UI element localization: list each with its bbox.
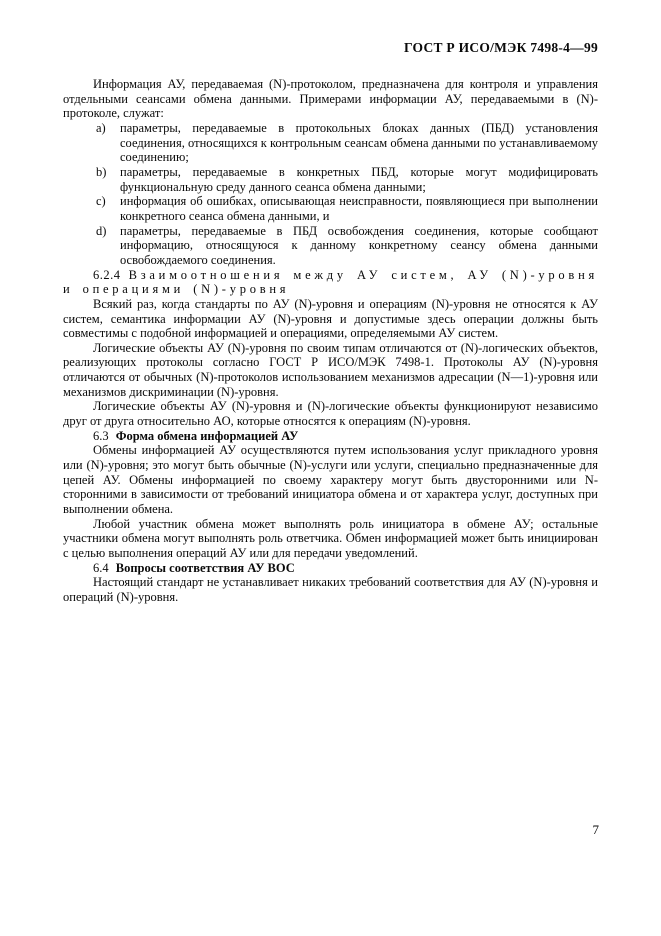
list-item-text: параметры, передаваемые в конкретных ПБД, которые могут модифицировать функциональную среду данного сеанса обмена данными; (120, 164, 598, 194)
heading-6-2-4 (63, 268, 598, 297)
heading-title: Взаимоотношения между АУ систем, АУ (N)-уровня и операциями (N)-уровня (63, 267, 599, 297)
heading-title: Вопросы соответствия АУ ВОС (115, 560, 295, 575)
list-item-label: b) (96, 164, 107, 179)
list-item-label: a) (96, 120, 106, 135)
page-number: 7 (592, 822, 599, 837)
lettered-list (63, 121, 598, 268)
heading-6-3 (63, 429, 598, 444)
list-item-text: информация об ошибках, описывающая неисправности, появляющиеся при выполнении конкретного сеанса обмена данными, и (120, 194, 598, 223)
document-body (63, 77, 598, 605)
list-item (63, 224, 598, 268)
paragraph: Настоящий стандарт не устанавливает никаких требований соответствия для АУ (N)-уровня и операций (N)-уровня. (63, 575, 598, 604)
list-item-label: d) (96, 223, 107, 238)
heading-title: Форма обмена информацией АУ (115, 428, 299, 443)
list-item (63, 165, 598, 194)
list-item-label: c) (96, 194, 106, 209)
list-item-text: параметры, передаваемые в протокольных блоках данных (ПБД) установления соединения, относящихся к контрольным сеансам обмена данными по устанавливаемому соединению; (120, 120, 598, 165)
paragraph: Обмены информацией АУ осуществляются путем использования услуг прикладного уровня или (N)-уровня; это могут быть обычные (N)-услуги или услуги, специально предназначенные для цепей АУ. Обмены информацией по своему характеру могут быть двусторонними или N-сторонними в зависимости от требований инициатора обмена и от характера услуг, доступных при выполнении обмена. (63, 443, 598, 517)
heading-number: 6.3 (93, 428, 109, 443)
document-header-title: ГОСТ Р ИСО/МЭК 7498-4—99 (404, 40, 598, 55)
paragraph: Всякий раз, когда стандарты по АУ (N)-уровня и операциям (N)-уровня не относятся к АУ систем, семантика информации АУ (N)-уровня и допустимые здесь операции должны быть совместимы с подобной информацией и операциями, определяемыми АУ систем. (63, 296, 598, 341)
heading-6-4 (63, 561, 598, 576)
heading-number: 6.2.4 (93, 267, 121, 282)
list-item (63, 194, 598, 223)
intro-paragraph: Информация АУ, передаваемая (N)-протоколом, предназначена для контроля и управления отдельными сеансами обмена данными. Примерами информации АУ, передаваемыми в (N)-протоколе, служат: (63, 77, 598, 121)
paragraph: Логические объекты АУ (N)-уровня и (N)-логические объекты функционируют независимо друг от друга относительно АО, которые относятся к операциям (N)-уровня. (63, 399, 598, 429)
list-item (63, 121, 598, 165)
heading-number: 6.4 (93, 560, 109, 575)
paragraph: Любой участник обмена может выполнять роль инициатора в обмене АУ; остальные участники обмена могут выполнять роль ответчика. Обмен информацией может быть инициирован с целью выполнения операций АУ или для передачи уведомлений. (63, 516, 598, 560)
paragraph: Логические объекты АУ (N)-уровня по своим типам отличаются от (N)-логических объектов, реализующих протоколы согласно ГОСТ Р ИСО/МЭК 7498-1. Протоколы АУ (N)-уровня отличаются от обычных (N)-протоколов использованием механизмов адресации (N—1)-уровня или механизмов дискриминации (N)-уровня. (63, 340, 598, 399)
list-item-text: параметры, передаваемые в ПБД освобождения соединения, которые сообщают информацию, относящуюся к данному конкретному сеансу обмена данными освобождаемого соединения. (120, 223, 598, 267)
